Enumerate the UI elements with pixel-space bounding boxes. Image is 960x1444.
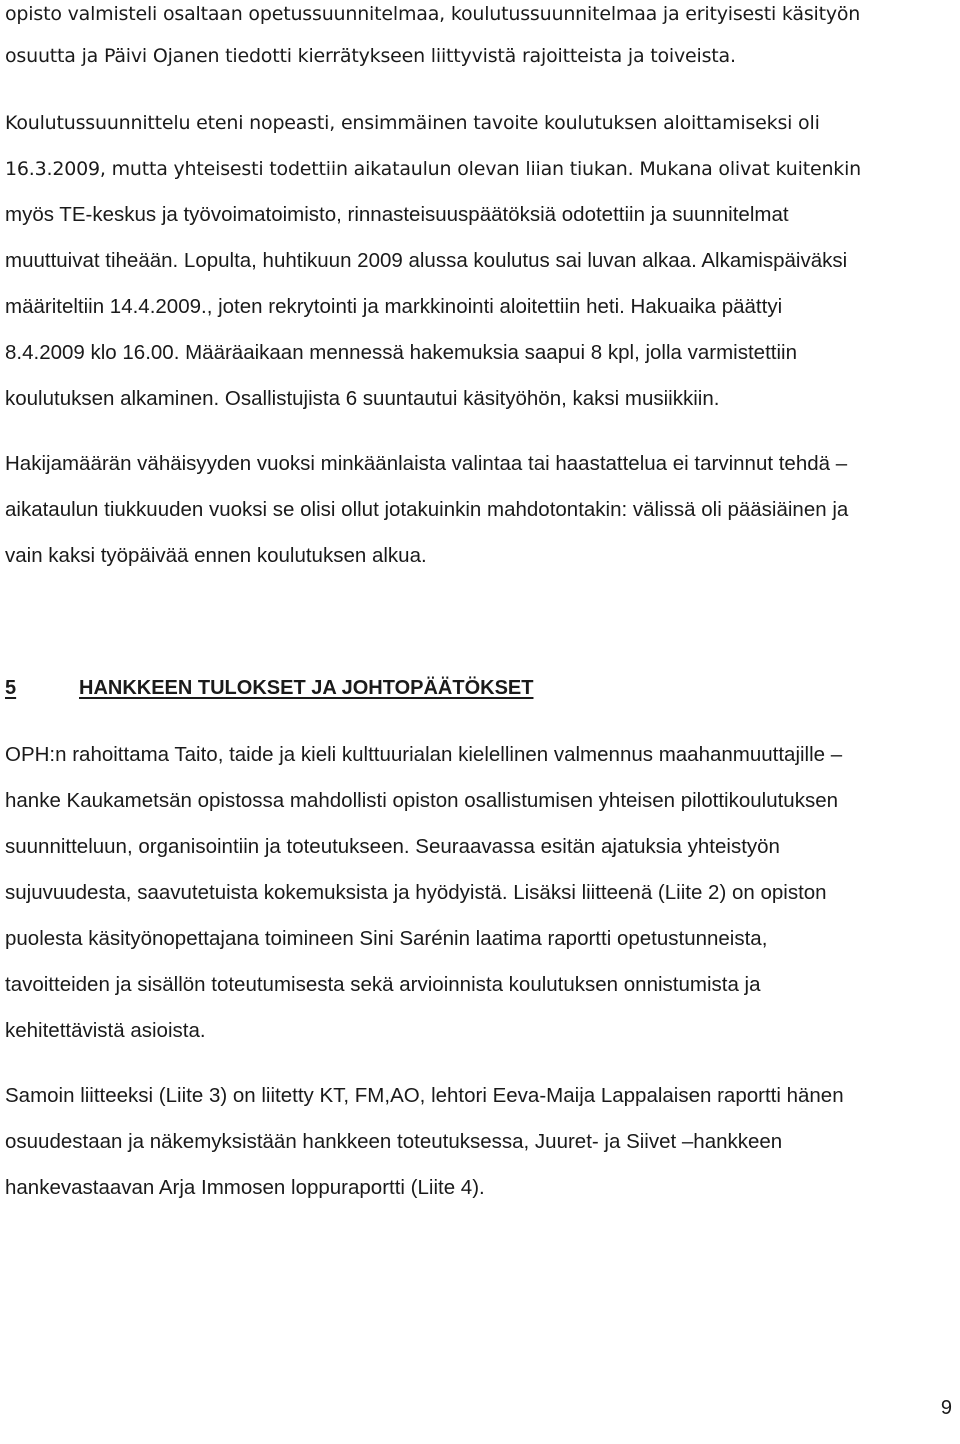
paragraph-2-line-4: muuttuivat tiheään. Lopulta, huhtikuun 2009 alussa koulutus sai luvan alkaa. Alkamispäiväksi bbox=[5, 249, 848, 272]
paragraph-4-line-1: OPH:n rahoittama Taito, taide ja kieli kulttuurialan kielellinen valmennus maahanmuuttajille – bbox=[5, 743, 843, 766]
paragraph-3-line-1: Hakijamäärän vähäisyyden vuoksi minkäänlaista valintaa tai haastattelua ei tarvinnut tehdä – bbox=[5, 452, 848, 475]
paragraph-5-line-1: Samoin liitteeksi (Liite 3) on liitetty KT, FM,AO, lehtori Eeva-Maija Lappalaisen raportti hänen bbox=[5, 1084, 844, 1107]
paragraph-4-line-7: kehitettävistä asioista. bbox=[5, 1019, 206, 1042]
section-number: 5 bbox=[5, 677, 17, 699]
page-number: 9 bbox=[940, 1397, 952, 1419]
paragraph-4-line-3: suunnitteluun, organisointiin ja toteutukseen. Seuraavassa esitän ajatuksia yhteistyön bbox=[5, 835, 780, 858]
section-heading bbox=[5, 676, 533, 700]
paragraph-1-line-2: osuutta ja Päivi Ojanen tiedotti kierrätykseen liittyvistä rajoitteista ja toiveista. bbox=[5, 45, 736, 67]
paragraph-5-line-2: osuudestaan ja näkemyksistään hankkeen toteutuksessa, Juuret- ja Siivet –hankkeen bbox=[5, 1130, 783, 1153]
paragraph-2-line-2: 16.3.2009, mutta yhteisesti todettiin aikataulun olevan liian tiukan. Mukana olivat kuitenkin bbox=[5, 158, 862, 180]
paragraph-2-line-6: 8.4.2009 klo 16.00. Määräaikaan mennessä hakemuksia saapui 8 kpl, jolla varmistettiin bbox=[5, 341, 797, 364]
paragraph-2-line-1: Koulutussuunnittelu eteni nopeasti, ensimmäinen tavoite koulutuksen aloittamiseksi oli bbox=[5, 112, 820, 134]
paragraph-3-line-2: aikataulun tiukkuuden vuoksi se olisi ollut jotakuinkin mahdotontakin: välissä oli pääsiäinen ja bbox=[5, 498, 849, 521]
paragraph-2-line-5: määriteltiin 14.4.2009., joten rekrytointi ja markkinointi aloitettiin heti. Hakuaika päättyi bbox=[5, 295, 783, 318]
paragraph-4-line-2: hanke Kaukametsän opistossa mahdollisti opiston osallistumisen yhteisen pilottikoulutuksen bbox=[5, 789, 838, 812]
paragraph-5-line-3: hankevastaavan Arja Immosen loppuraportti (Liite 4). bbox=[5, 1176, 485, 1199]
paragraph-4-line-4: sujuvuudesta, saavutetuista kokemuksista ja hyödyistä. Lisäksi liitteenä (Liite 2) on opiston bbox=[5, 881, 827, 904]
paragraph-2-line-3: myös TE-keskus ja työvoimatoimisto, rinnasteisuuspäätöksiä odotettiin ja suunnitelmat bbox=[5, 203, 789, 226]
paragraph-1-line-1: opisto valmisteli osaltaan opetussuunnitelmaa, koulutussuunnitelmaa ja erityisesti käsityön bbox=[5, 3, 861, 25]
paragraph-2-line-7: koulutuksen alkaminen. Osallistujista 6 suuntautui käsityöhön, kaksi musiikkiin. bbox=[5, 387, 720, 410]
paragraph-4-line-6: tavoitteiden ja sisällön toteutumisesta sekä arvioinnista koulutuksen onnistumista ja bbox=[5, 973, 761, 996]
section-title: HANKKEEN TULOKSET JA JOHTOPÄÄTÖKSET bbox=[79, 677, 534, 699]
paragraph-4-line-5: puolesta käsityönopettajana toimineen Sini Sarénin laatima raportti opetustunneista, bbox=[5, 927, 768, 950]
paragraph-3-line-3: vain kaksi työpäivää ennen koulutuksen alkua. bbox=[5, 544, 427, 567]
